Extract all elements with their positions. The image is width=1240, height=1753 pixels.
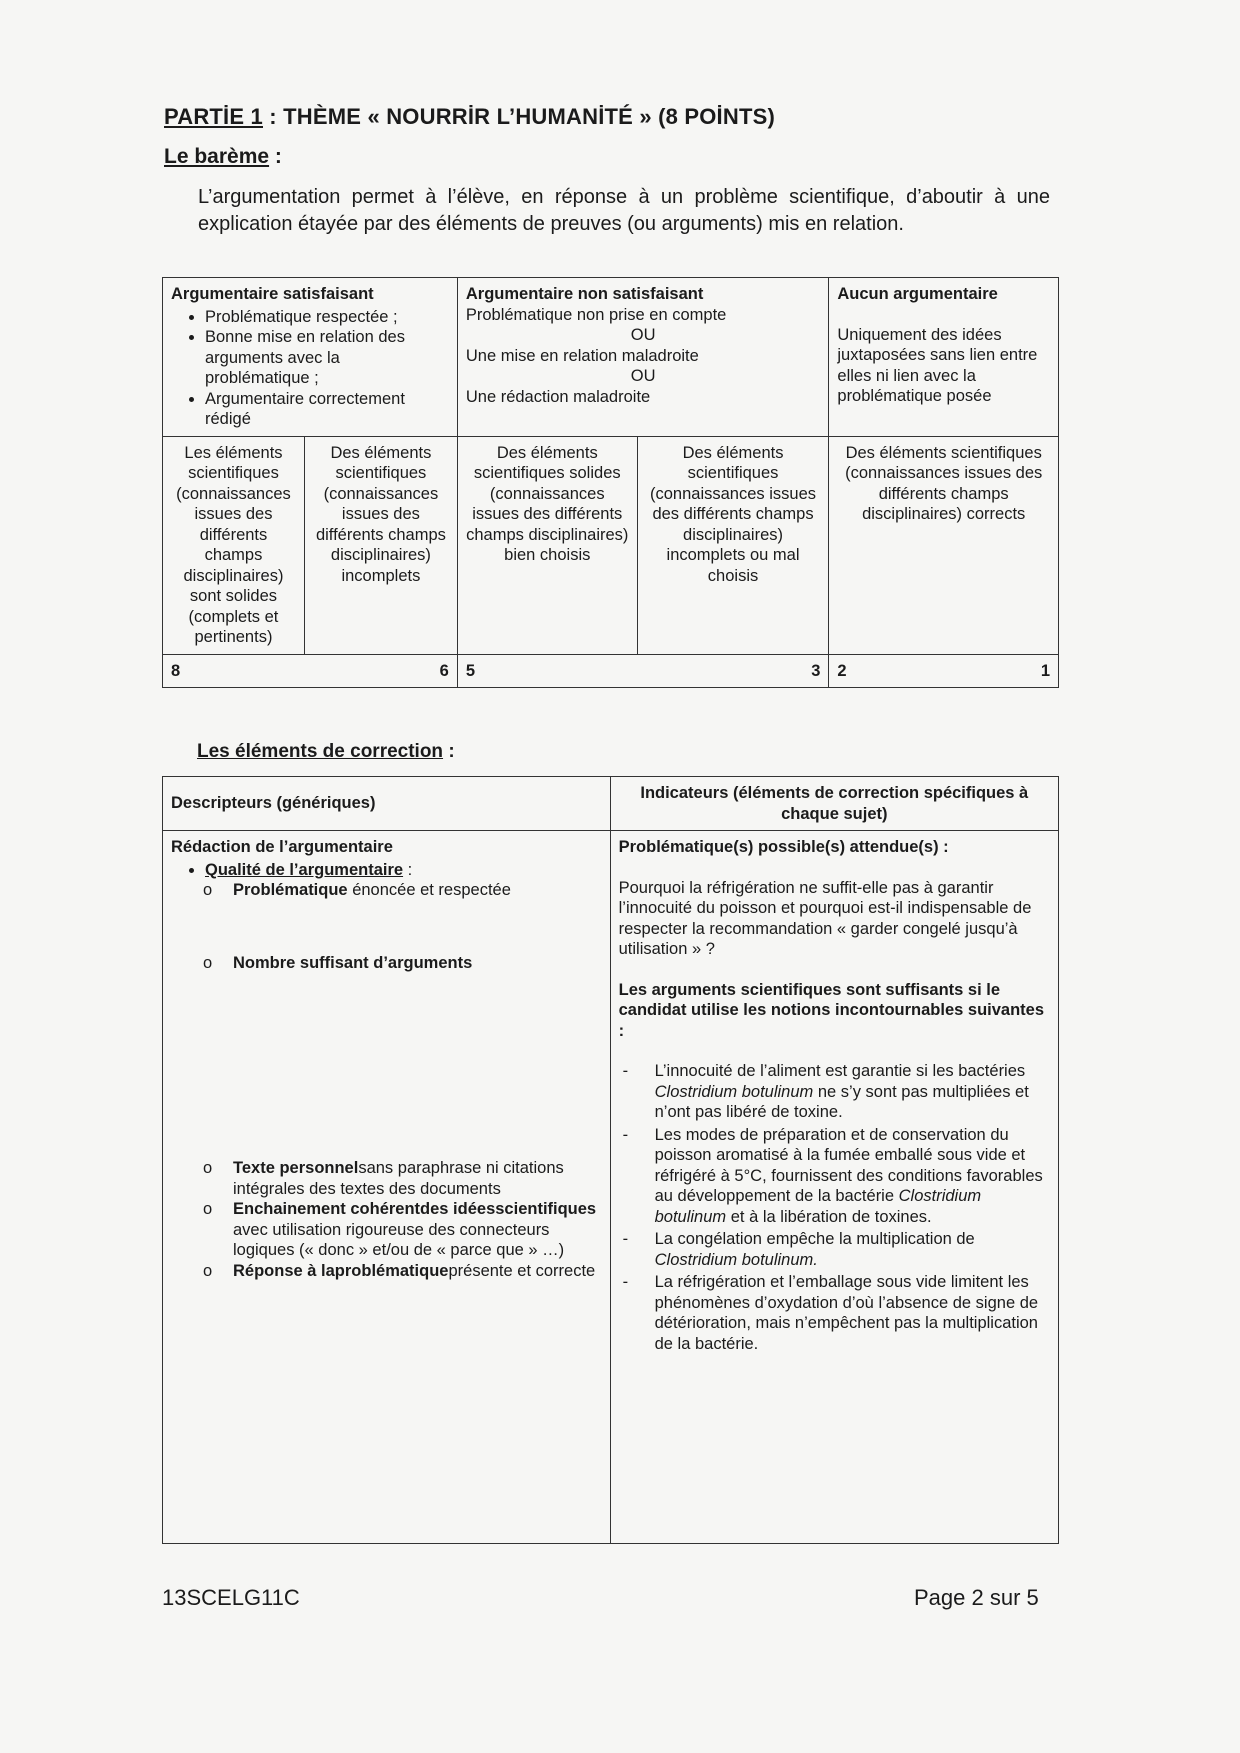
list-item [623, 1272, 1050, 1354]
indicateurs-cell [610, 831, 1058, 1544]
descriptor-bold: Réponse à laproblématique [233, 1261, 449, 1280]
list-item [623, 1061, 1050, 1123]
bareme-detail-row [163, 436, 1059, 654]
score-min: 3 [811, 661, 821, 680]
detail-cell: Des éléments scientifiques (connaissances issues des différents champs disciplinaires) incomplets [304, 436, 457, 654]
bareme-label: Le barème [164, 145, 270, 168]
list-item [203, 1199, 602, 1261]
descriptor-text: sans paraphrase ni citations intégrales des textes des documents [233, 1159, 564, 1198]
descriptor-bold: Enchainement cohérentdes idéesscientifiques [233, 1200, 597, 1218]
correction-body-row [163, 831, 1059, 1544]
bareme-table [162, 277, 1059, 688]
col-non-satisfaisant-title: Argumentaire non satisfaisant [465, 285, 704, 303]
criterion-line: Une mise en relation maladroite [465, 346, 699, 365]
descriptor-bold: Problématique [233, 881, 348, 899]
correction-colon: : [443, 741, 455, 762]
list-item [623, 1229, 1050, 1270]
col-satisfaisant [163, 278, 458, 437]
correction-table [162, 776, 1059, 1544]
title-part: PARTİE 1 [164, 104, 263, 129]
intro-paragraph: L’argumentation permet à l’élève, en réponse à un problème scientifique, d’aboutir à une explication étayée par des éléments de preuves (ou arguments) mis en relation. [198, 186, 1050, 235]
col-aucun-title: Aucun argumentaire [837, 285, 998, 303]
page-number: Page 2 sur 5 [914, 1585, 1039, 1610]
score-cell-non-satisfaisant [457, 654, 829, 688]
col-satisfaisant-title: Argumentaire satisfaisant [171, 285, 374, 303]
notion-text: La réfrigération et l’emballage sous vide limitent les phénomènes d’oxydation d’où l’absence de signe de détérioration, mais n’empêchent pas la multiplication de la bactérie. [654, 1273, 1039, 1353]
score-max: 5 [465, 661, 476, 680]
detail-cell: Des éléments scientifiques solides (connaissances issues des différents champs disciplinaires) bien choisis [457, 436, 637, 654]
score-max: 2 [837, 661, 847, 680]
score-min: 1 [1040, 661, 1050, 680]
bareme-heading [164, 145, 282, 169]
notion-text: et à la libération de toxines. [726, 1207, 932, 1226]
quality-label: Qualité de l’argumentaire [205, 860, 404, 879]
score-cell-satisfaisant [163, 654, 458, 688]
descriptor-text: énoncée et respectée [347, 881, 511, 899]
document-code: 13SCELG11C [162, 1585, 300, 1610]
bareme-colon: : [269, 145, 282, 168]
list-item: • Bonne mise en relation des arguments avec la problématique ; [205, 327, 449, 389]
descriptor-text: présente et correcte [448, 1261, 596, 1280]
col-non-satisfaisant [457, 278, 829, 437]
correction-heading [197, 741, 455, 763]
score-min: 6 [439, 661, 449, 680]
bareme-score-row [163, 654, 1059, 688]
list-item [203, 1158, 602, 1199]
criterion-line: Une rédaction maladroite [465, 387, 651, 406]
ou-separator: OU [630, 326, 656, 344]
descripteurs-header: Descripteurs (génériques) [163, 777, 611, 831]
descriptor-bold: Texte personnel [233, 1159, 359, 1177]
detail-cell: Des éléments scientifiques (connaissances issues des différents champs disciplinaires) corrects [829, 436, 1059, 654]
score-cell-aucun [829, 654, 1059, 688]
quality-list [171, 860, 602, 881]
list-item [203, 880, 602, 901]
col-aucun [829, 278, 1059, 437]
list-item: • Problématique respectée ; [205, 307, 449, 328]
quality-colon: : [403, 860, 413, 879]
detail-cell: Les éléments scientifiques (connaissances issues des différents champs disciplinaires) sont solides (complets et pertinents) [163, 436, 305, 654]
redaction-heading: Rédaction de l’argumentaire [171, 838, 393, 856]
list-item [623, 1125, 1050, 1228]
bareme-header-row [163, 278, 1059, 437]
descripteurs-cell [163, 831, 611, 1544]
notion-species: Clostridium botulinum. [654, 1250, 818, 1269]
notions-heading: Les arguments scientifiques sont suffisants si le candidat utilise les notions incontournables suivantes : [618, 980, 1045, 1040]
list-item [203, 953, 602, 974]
indicateurs-header: Indicateurs (éléments de correction spécifiques à chaque sujet) [610, 777, 1058, 831]
notion-text: ne s’y sont pas multipliées et n’ont pas libéré de toxine. [654, 1082, 1029, 1121]
title-rest: : THÈME « NOURRİR L’HUMANİTÉ » (8 POİNTS) [263, 104, 775, 129]
detail-cell: Des éléments scientifiques (connaissances issues des différents champs disciplinaires) incomplets ou mal choisis [637, 436, 829, 654]
page-title [164, 104, 775, 130]
problematique-heading: Problématique(s) possible(s) attendue(s) : [618, 838, 949, 856]
correction-title: Les éléments de correction [197, 741, 444, 762]
criterion-line: Problématique non prise en compte [465, 305, 727, 324]
notion-species: Clostridium botulinum [654, 1187, 982, 1226]
descriptor-list [171, 880, 602, 1281]
notion-text: L’innocuité de l’aliment est garantie si les bactéries [654, 1062, 1026, 1080]
notion-text: Les modes de préparation et de conservation du poisson aromatisé à la fumée emballé sous vide et réfrigéré à 5°C, fournissent des conditions favorables au développement de la bactérie [654, 1125, 1043, 1205]
notion-text: La congélation empêche la multiplication de [654, 1230, 975, 1248]
notions-list [619, 1061, 1050, 1354]
problematique-question: Pourquoi la réfrigération ne suffit-elle pas à garantir l’innocuité du poisson et pourquoi est-il indispensable de respecter la recommandation « garder congelé jusqu’à utilisation » ? [618, 878, 1032, 958]
list-item [203, 1261, 602, 1282]
col-satisfaisant-list [171, 307, 449, 430]
descriptor-text: avec utilisation rigoureuse des connecteurs logiques (« donc » et/ou de « parce que » …) [233, 1220, 565, 1259]
col-aucun-text: Uniquement des idées juxtaposées sans lien entre elles ni lien avec la problématique posée [837, 325, 1038, 405]
list-item: • Argumentaire correctement rédigé [205, 389, 449, 430]
score-max: 8 [171, 661, 181, 680]
correction-header-row [163, 777, 1059, 831]
notion-species: Clostridium botulinum [654, 1082, 814, 1101]
list-item [205, 860, 602, 881]
ou-separator: OU [630, 367, 656, 385]
descriptor-bold: Nombre suffisant d’arguments [233, 953, 473, 972]
